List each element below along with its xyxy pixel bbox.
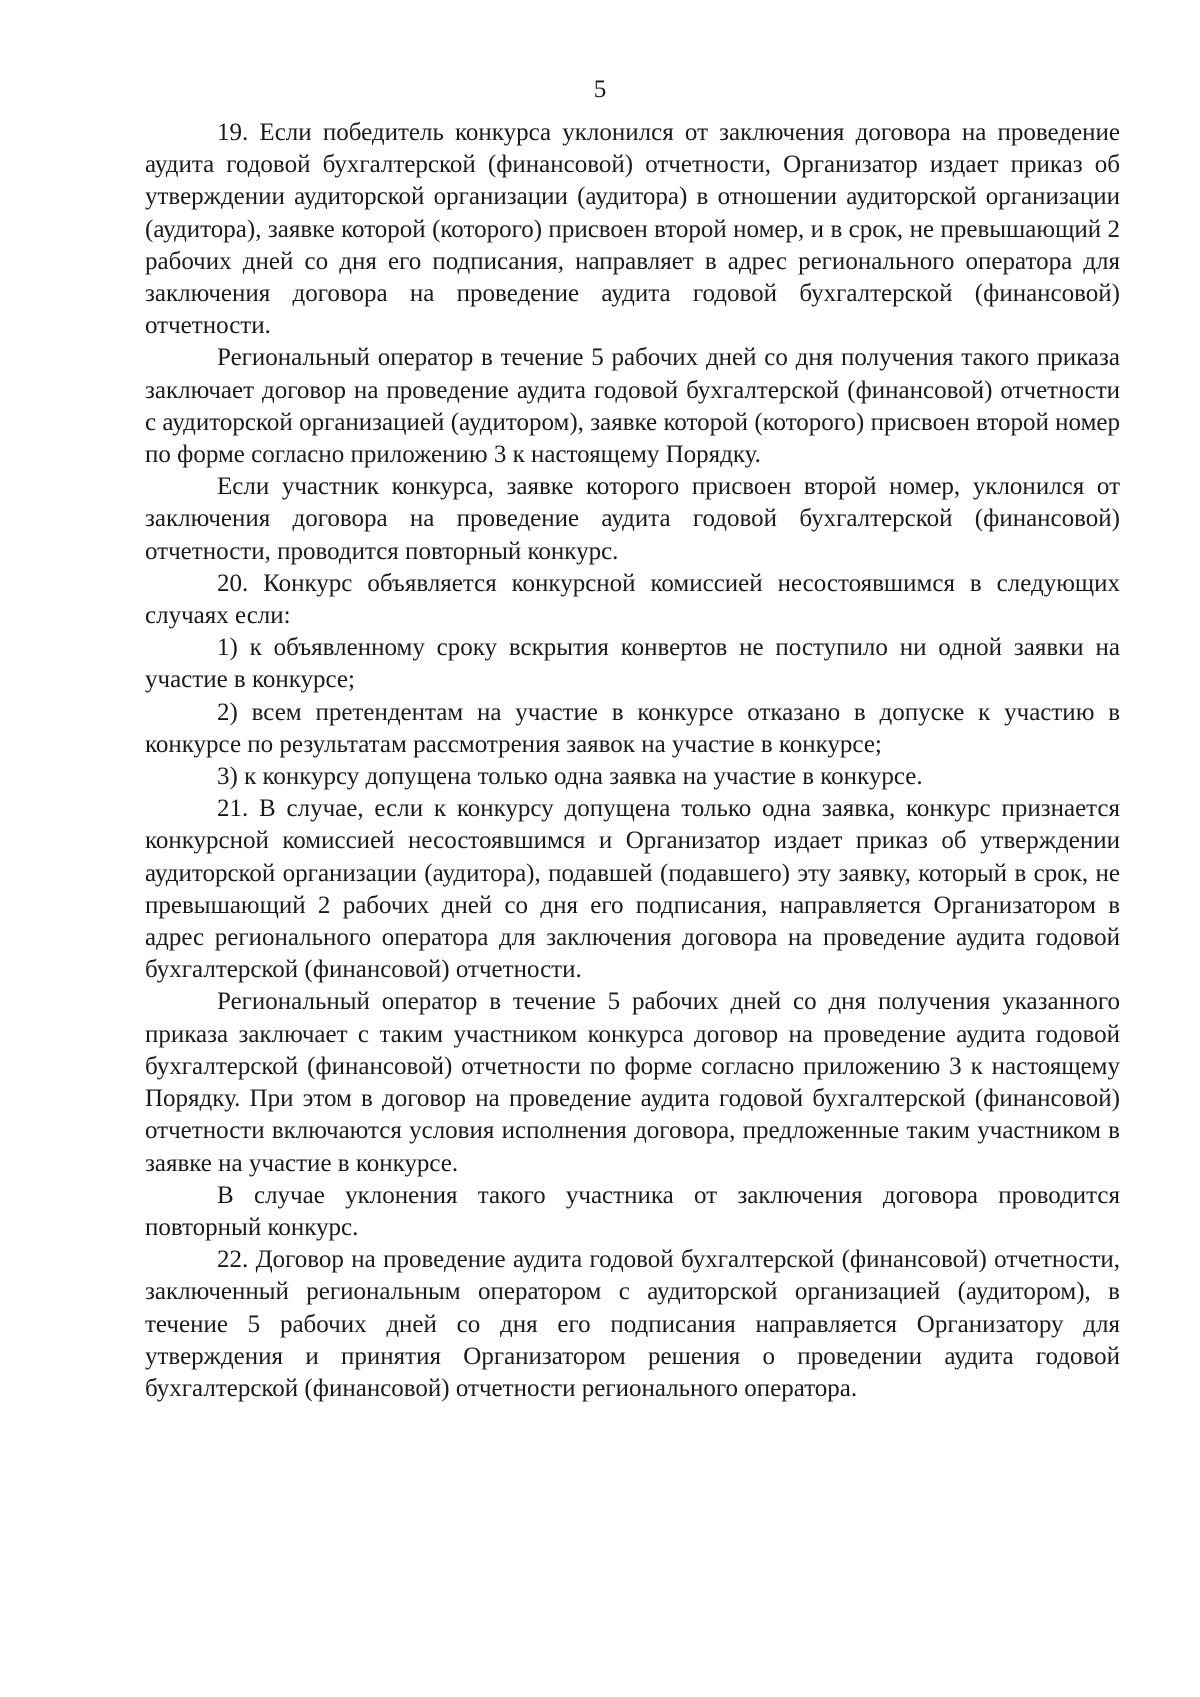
paragraph-19: 19. Если победитель конкурса уклонился от заключения договора на проведение аудита годовой бухгалтерской (финансовой) отчетности, Организатор издает приказ об утверждении аудиторской организации (аудитора) в отношении аудиторской организации (аудитора), заявке которой (которого) присвоен второй номер, и в срок, не превышающий 2 рабочих дней со дня его подписания, направляет в адрес регионального оператора для заключения договора на проведение аудита годовой бухгалтерской (финансовой) отчетности.	[145, 119, 1120, 340]
document-body	[145, 117, 1120, 1405]
paragraph-22: 22. Договор на проведение аудита годовой бухгалтерской (финансовой) отчетности, заключенный региональным оператором с аудиторской организацией (аудитором), в течение 5 рабочих дней со дня его подписания направляется Организатору для утверждения и принятия Организатором решения о проведении аудита годовой бухгалтерской (финансовой) отчетности регионального оператора.	[145, 1246, 1120, 1402]
page-number: 5	[593, 76, 607, 103]
paragraph-second-participant-evasion: Если участник конкурса, заявке которого присвоен второй номер, уклонился от заключения договора на проведение аудита годовой бухгалтерской (финансовой) отчетности, проводится повторный конкурс.	[145, 473, 1120, 565]
paragraph-21: 21. В случае, если к конкурсу допущена только одна заявка, конкурс признается конкурсной комиссией несостоявшимся и Организатор издает приказ об утверждении аудиторской организации (аудитора), подавшей (подавшего) эту заявку, который в срок, не превышающий 2 рабочих дней со дня его подписания, направляется Организатором в адрес регионального оператора для заключения договора на проведение аудита годовой бухгалтерской (финансовой) отчетности.	[145, 795, 1120, 984]
paragraph-single-participant-contract: Региональный оператор в течение 5 рабочих дней со дня получения указанного приказа заключает с таким участником конкурса договор на проведение аудита годовой бухгалтерской (финансовой) отчетности по форме согласно приложению 3 к настоящему Порядку. При этом в договор на проведение аудита годовой бухгалтерской (финансовой) отчетности включаются условия исполнения договора, предложенные таким участником в заявке на участие в конкурсе.	[145, 988, 1120, 1177]
paragraph-regional-operator-contract: Региональный оператор в течение 5 рабочих дней со дня получения такого приказа заключает договор на проведение аудита годовой бухгалтерской (финансовой) отчетности с аудиторской организацией (аудитором), заявке которой (которого) присвоен второй номер по форме согласно приложению 3 к настоящему Порядку.	[145, 344, 1120, 469]
paragraph-20: 20. Конкурс объявляется конкурсной комиссией несостоявшимся в следующих случаях если:	[145, 569, 1120, 630]
list-item-2: 2) всем претендентам на участие в конкурсе отказано в допуске к участию в конкурсе по результатам рассмотрения заявок на участие в конкурсе;	[145, 698, 1120, 758]
list-item-1: 1) к объявленному сроку вскрытия конвертов не поступило ни одной заявки на участие в конкурсе;	[145, 634, 1120, 694]
list-item-3: 3) к конкурсу допущена только одна заявка на участие в конкурсе.	[217, 763, 923, 791]
paragraph-participant-evasion: В случае уклонения такого участника от заключения договора проводится повторный конкурс.	[145, 1181, 1120, 1241]
